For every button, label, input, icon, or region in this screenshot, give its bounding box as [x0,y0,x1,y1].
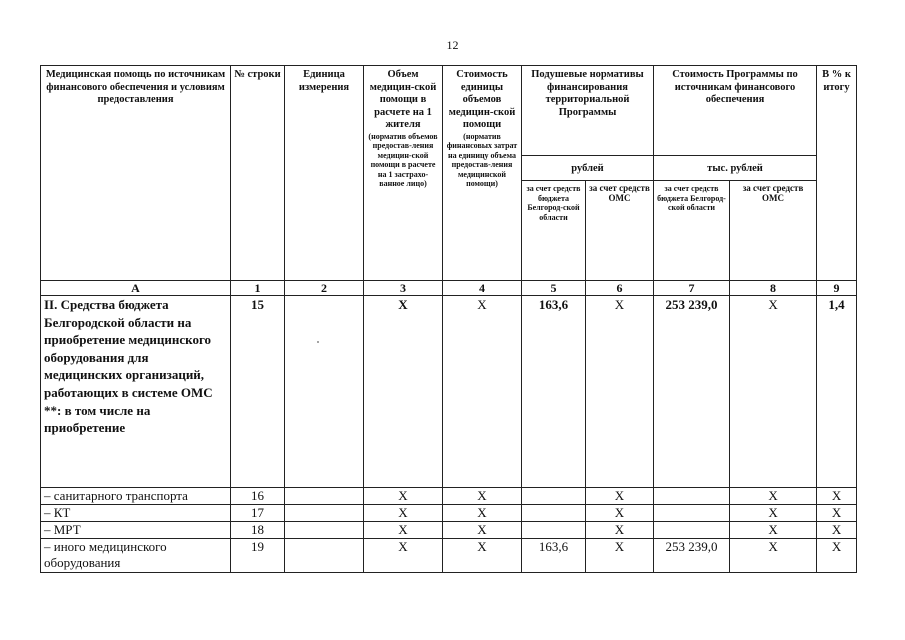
header-percent: В % к итогу [817,66,857,281]
row-title: – иного медицинского оборудования [41,539,231,573]
row-cell: 18 [231,522,285,539]
row-cell: 15 [231,296,285,488]
row-cell: Х [586,505,654,522]
header-medical-care: Медицинская помощь по источникам финансового обеспечения и условиям предоставления [41,66,231,281]
row-cell: Х [817,488,857,505]
page-number: 12 [446,38,459,52]
row-title: – КТ [41,505,231,522]
row-cell [654,505,730,522]
row-cell: Х [364,488,443,505]
row-cell [285,296,364,488]
row-title: II. Средства бюджета Белгородской области на приобретение медицинского оборудования для медицинских организаций, работающих в системе ОМС **: в том числе на приобретение [41,296,231,488]
row-cell [285,488,364,505]
row-cell: 163,6 [522,296,586,488]
header-volume-note: (норматив объемов предостав-ления медицин-ской помощи в расчете на 1 застрахо-ванное лицо) [368,131,438,188]
index-cell: 5 [522,281,586,296]
row-cell: Х [730,539,817,573]
header-unit-cost-main: Стоимость единицы объемов медицин-ской помощи [448,69,516,130]
header-per-capita: Подушевые нормативы финансирования территориальной Программы [522,66,654,156]
table-row [41,522,857,539]
header-unit-rub: рублей [522,156,654,181]
header-row-number: № строки [231,66,285,281]
row-cell: Х [364,296,443,488]
row-cell: 163,6 [522,539,586,573]
header-volume-main: Объем медицин-ской помощи в расчете на 1 жителя [369,69,437,130]
scan-speck [317,341,319,343]
header-col-7: за счет средств бюджета Белгород-ской области [654,181,730,281]
row-cell: 17 [231,505,285,522]
row-cell: Х [586,488,654,505]
header-unit: Единица измерения [285,66,364,281]
index-cell: 3 [364,281,443,296]
header-program-cost: Стоимость Программы по источникам финансового обеспечения [654,66,817,156]
row-cell [285,539,364,573]
index-cell: 9 [817,281,857,296]
row-title: – МРТ [41,522,231,539]
index-cell: 7 [654,281,730,296]
row-cell: 1,4 [817,296,857,488]
table-row [41,539,857,573]
row-cell: Х [364,522,443,539]
index-cell: 2 [285,281,364,296]
row-cell: Х [364,505,443,522]
row-cell: Х [730,522,817,539]
row-cell: Х [817,505,857,522]
row-cell: Х [443,296,522,488]
header-col-6: за счет средств ОМС [586,181,654,281]
header-col-8: за счет средств ОМС [730,181,817,281]
index-cell: 4 [443,281,522,296]
row-cell: Х [817,539,857,573]
index-cell: 6 [586,281,654,296]
table-row [41,296,857,488]
row-cell: Х [586,296,654,488]
index-row [41,281,857,296]
row-cell: Х [586,522,654,539]
row-cell: 16 [231,488,285,505]
header-col-5: за счет средств бюджета Белгород-ской области [522,181,586,281]
row-cell: 253 239,0 [654,539,730,573]
index-cell: А [41,281,231,296]
header-unit-cost [443,66,522,281]
header-unit-cost-note: (норматив финансовых затрат на единицу объема предостав-ления медицинской помощи) [446,131,518,188]
row-cell: Х [730,488,817,505]
index-cell: 1 [231,281,285,296]
row-cell [285,505,364,522]
row-cell [285,522,364,539]
row-cell: Х [443,505,522,522]
budget-table [40,65,857,573]
row-cell: Х [443,488,522,505]
row-cell [654,488,730,505]
row-cell: Х [443,539,522,573]
index-cell: 8 [730,281,817,296]
row-cell: Х [817,522,857,539]
header-volume [364,66,443,281]
row-cell: Х [586,539,654,573]
row-cell: 253 239,0 [654,296,730,488]
row-cell: Х [730,505,817,522]
header-unit-thousand-rub: тыс. рублей [654,156,817,181]
row-title: – санитарного транспорта [41,488,231,505]
row-cell: 19 [231,539,285,573]
table-row [41,505,857,522]
row-cell: Х [443,522,522,539]
row-cell [522,488,586,505]
row-cell: Х [730,296,817,488]
header-row [41,66,857,156]
row-cell: Х [364,539,443,573]
table-row [41,488,857,505]
row-cell [654,522,730,539]
row-cell [522,505,586,522]
row-cell [522,522,586,539]
